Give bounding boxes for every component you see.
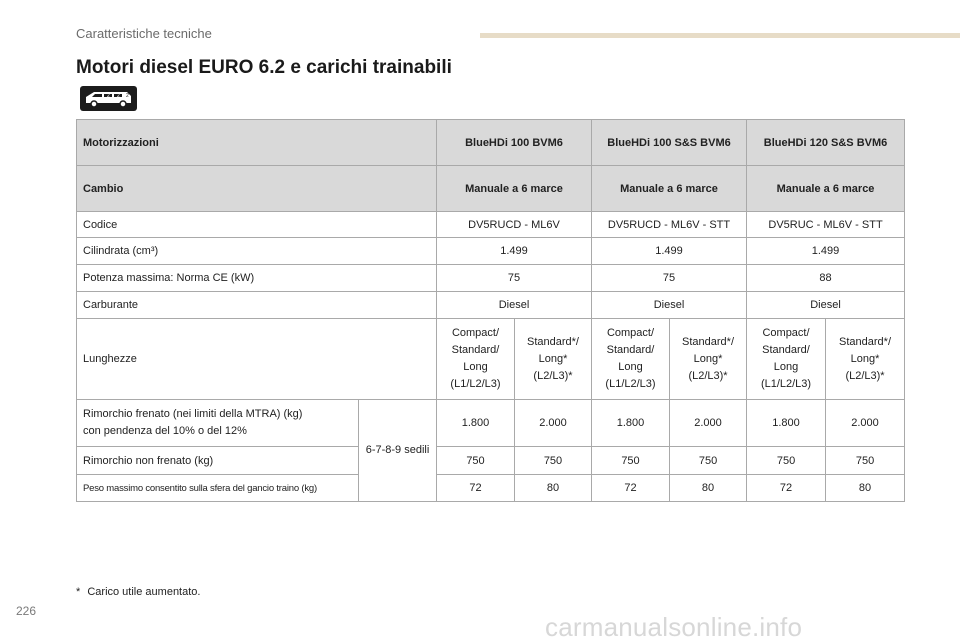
table-row-cilindrata xyxy=(77,238,905,265)
table-cell: 750 xyxy=(670,447,747,475)
label-line: Rimorchio frenato (nei limiti della MTRA) (kg) xyxy=(83,408,303,420)
engine-header: BlueHDi 100 S&S BVM6 xyxy=(592,120,747,166)
length-line: Standard*/ xyxy=(839,335,892,348)
table-cell: 72 xyxy=(747,475,826,502)
length-line: Standard*/ xyxy=(682,335,734,348)
row-label-rimorchio-frenato xyxy=(77,400,359,447)
seat-label-3: 2 xyxy=(126,93,129,99)
table-cell: 750 xyxy=(592,447,670,475)
table-cell: 750 xyxy=(747,447,826,475)
length-line: (L2/L3)* xyxy=(845,369,885,382)
watermark: carmanualsonline.info xyxy=(545,612,803,642)
length-line: Compact/ xyxy=(606,327,655,339)
table-cell: 80 xyxy=(826,475,905,502)
table-cell: Diesel xyxy=(437,292,592,319)
table-cell: Diesel xyxy=(747,292,905,319)
table-cell: 75 xyxy=(592,265,747,292)
length-line: Compact/ xyxy=(762,327,810,339)
table-cell: 1.499 xyxy=(437,238,592,265)
length-line: Long* xyxy=(850,352,880,365)
length-line: Long xyxy=(618,361,643,373)
row-label-cilindrata: Cilindrata (cm³) xyxy=(77,238,437,265)
row-label-cambio: Cambio xyxy=(77,166,437,212)
length-cell-standard xyxy=(826,319,905,400)
table-cell: 75 xyxy=(437,265,592,292)
table-cell: DV5RUC - ML6V - STT xyxy=(747,212,905,238)
table-row-rimorchio-non-frenato xyxy=(77,447,905,475)
length-line: Long* xyxy=(538,352,568,365)
table-cell: Diesel xyxy=(592,292,747,319)
table-row-carburante xyxy=(77,292,905,319)
seat-label-2: 2 xyxy=(117,93,120,99)
row-label-codice: Codice xyxy=(77,212,437,238)
length-line: (L1/L2/L3) xyxy=(450,378,501,390)
table-cell: 1.800 xyxy=(437,400,515,447)
table-row-lunghezze xyxy=(77,319,905,400)
length-line: (L2/L3)* xyxy=(533,369,573,382)
row-label-potenza: Potenza massima: Norma CE (kW) xyxy=(77,265,437,292)
seat-label-1: 2 xyxy=(107,93,110,99)
table-cell: 2.000 xyxy=(515,400,592,447)
table-row-peso-gancio xyxy=(77,475,905,502)
length-line: Standard/ xyxy=(606,344,655,356)
engine-spec-table xyxy=(76,119,905,502)
car-badge xyxy=(80,86,137,111)
length-line: (L1/L2/L3) xyxy=(760,378,812,390)
page-number: 226 xyxy=(16,604,37,618)
row-label-motorizzazioni: Motorizzazioni xyxy=(77,120,437,166)
length-cell-standard xyxy=(515,319,592,400)
footnote xyxy=(76,586,200,598)
length-line: (L1/L2/L3) xyxy=(605,378,656,390)
row-label-rimorchio-non-frenato: Rimorchio non frenato (kg) xyxy=(77,447,359,475)
gearbox-value: Manuale a 6 marce xyxy=(437,166,592,212)
label-line: con pendenza del 10% o del 12% xyxy=(83,425,247,437)
table-row-codice xyxy=(77,212,905,238)
table-cell: 72 xyxy=(592,475,670,502)
table-cell: 1.499 xyxy=(747,238,905,265)
header-accent-bar xyxy=(480,33,960,38)
length-cell-compact xyxy=(437,319,515,400)
length-line: Standard*/ xyxy=(527,335,579,348)
engine-header: BlueHDi 100 BVM6 xyxy=(437,120,592,166)
gearbox-value: Manuale a 6 marce xyxy=(592,166,747,212)
length-line: Long* xyxy=(693,352,723,365)
table-cell: 750 xyxy=(437,447,515,475)
table-row-potenza xyxy=(77,265,905,292)
engine-header: BlueHDi 120 S&S BVM6 xyxy=(747,120,905,166)
length-line: Compact/ xyxy=(451,327,500,339)
seats-cell: 6-7-8-9 sedili xyxy=(359,400,437,502)
table-cell: DV5RUCD - ML6V xyxy=(437,212,592,238)
table-cell: 1.499 xyxy=(592,238,747,265)
table-cell: DV5RUCD - ML6V - STT xyxy=(592,212,747,238)
table-cell: 80 xyxy=(670,475,747,502)
table-cell: 72 xyxy=(437,475,515,502)
table-cell: 88 xyxy=(747,265,905,292)
length-cell-compact xyxy=(747,319,826,400)
row-label-peso-gancio: Peso massimo consentito sulla sfera del gancio traino (kg) xyxy=(77,475,359,502)
table-cell: 750 xyxy=(826,447,905,475)
length-cell-standard xyxy=(670,319,747,400)
page-title: Motori diesel EURO 6.2 e carichi trainabili xyxy=(76,57,452,78)
length-line: Standard/ xyxy=(451,344,500,356)
table-row-cambio xyxy=(77,166,905,212)
table-cell: 2.000 xyxy=(670,400,747,447)
length-line: (L2/L3)* xyxy=(688,369,728,382)
table-cell: 2.000 xyxy=(826,400,905,447)
table-cell: 1.800 xyxy=(747,400,826,447)
row-label-carburante: Carburante xyxy=(77,292,437,319)
footnote-text: Carico utile aumentato. xyxy=(87,586,201,598)
section-title: Caratteristiche tecniche xyxy=(76,26,212,41)
length-line: Long xyxy=(463,361,488,373)
table-cell: 750 xyxy=(515,447,592,475)
footnote-marker: * xyxy=(76,586,81,598)
row-label-lunghezze: Lunghezze xyxy=(77,319,437,400)
length-line: Long xyxy=(773,361,799,373)
length-line: Standard/ xyxy=(762,344,810,356)
length-cell-compact xyxy=(592,319,670,400)
table-row-rimorchio-frenato xyxy=(77,400,905,447)
table-cell: 80 xyxy=(515,475,592,502)
table-row-motorizzazioni xyxy=(77,120,905,166)
gearbox-value: Manuale a 6 marce xyxy=(747,166,905,212)
table-cell: 1.800 xyxy=(592,400,670,447)
car-icon xyxy=(80,86,137,111)
